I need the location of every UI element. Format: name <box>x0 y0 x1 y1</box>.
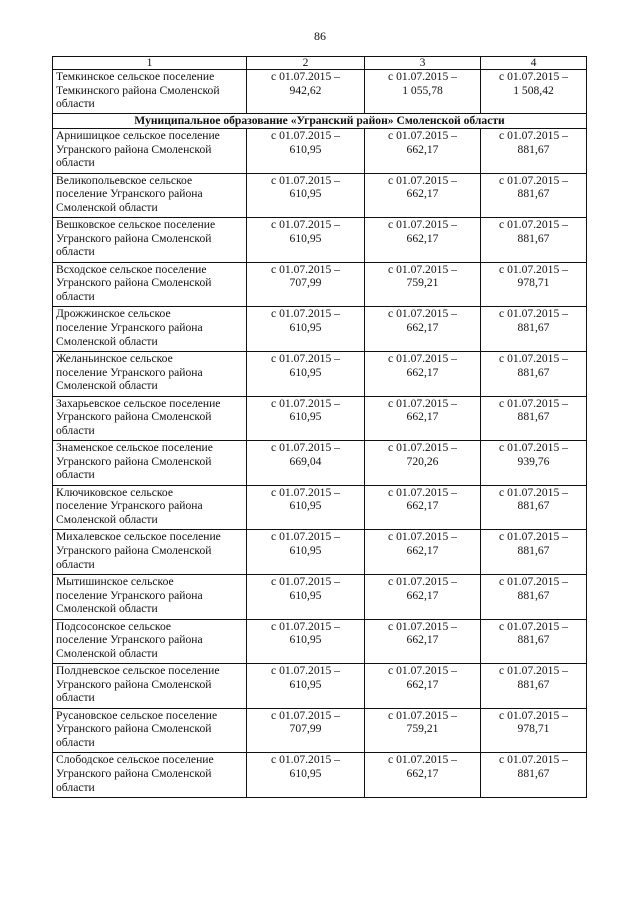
table-row <box>53 129 587 174</box>
tariff-value: 720,26 <box>406 454 439 468</box>
tariff-period: с 01.07.2015 – <box>271 619 340 633</box>
tariff-period: с 01.07.2015 – <box>388 351 457 365</box>
tariff-value: 881,67 <box>517 633 550 647</box>
tariff-value: 881,67 <box>517 365 550 379</box>
tariff-value: 662,17 <box>406 365 439 379</box>
table-row <box>53 173 587 218</box>
settlement-name-line: Угранского района Смоленской <box>56 543 212 557</box>
settlement-name-line: Угранского района Смоленской <box>56 766 212 780</box>
tariff-period: с 01.07.2015 – <box>271 307 340 321</box>
settlement-name-line: Темкинского района Смоленской <box>56 83 220 97</box>
settlement-name-line: поселение Угранского района <box>56 320 203 334</box>
tariff-cell-col3 <box>365 574 481 619</box>
tariff-value: 610,95 <box>289 187 322 201</box>
table-row <box>53 753 587 798</box>
tariff-value: 978,71 <box>517 276 550 290</box>
tariff-cell-col4 <box>481 129 587 174</box>
tariff-cell-col4 <box>481 218 587 263</box>
tariff-value: 669,04 <box>289 454 322 468</box>
tariff-value: 662,17 <box>406 633 439 647</box>
settlement-name-line: области <box>56 423 95 437</box>
tariff-cell-col2 <box>247 307 365 352</box>
settlement-name-line: Угранского района Смоленской <box>56 276 212 290</box>
tariff-cell-col2 <box>247 708 365 753</box>
tariff-cell-col2 <box>247 574 365 619</box>
settlement-name-line: Вешковское сельское поселение <box>56 218 216 232</box>
page-number: 86 <box>314 29 326 43</box>
tariff-cell-col3 <box>365 664 481 709</box>
tariff-period: с 01.07.2015 – <box>499 441 568 455</box>
settlement-name-line: Угранского района Смоленской <box>56 677 212 691</box>
settlement-name-line: Смоленской области <box>56 602 158 616</box>
tariff-cell-col2 <box>247 262 365 307</box>
tariff-value: 942,62 <box>289 83 322 97</box>
settlement-name <box>53 530 247 575</box>
tariff-value: 881,67 <box>517 588 550 602</box>
section-title: Муниципальное образование «Угранский район» Смоленской области <box>53 114 587 129</box>
tariff-value: 939,76 <box>517 454 550 468</box>
tariff-period: с 01.07.2015 – <box>388 485 457 499</box>
settlement-name <box>53 664 247 709</box>
tariff-cell-col2 <box>247 70 365 114</box>
settlement-name-line: области <box>56 735 95 749</box>
tariff-period: с 01.07.2015 – <box>499 70 568 83</box>
tariff-value: 881,67 <box>517 543 550 557</box>
tariff-value: 978,71 <box>517 722 550 736</box>
table-row <box>53 396 587 441</box>
settlement-name-line: области <box>56 557 95 571</box>
tariff-period: с 01.07.2015 – <box>271 664 340 678</box>
settlement-name-line: области <box>56 97 95 111</box>
tariff-cell-col3 <box>365 351 481 396</box>
tariff-period: с 01.07.2015 – <box>388 70 457 83</box>
settlement-name <box>53 441 247 486</box>
table-row <box>53 708 587 753</box>
tariff-period: с 01.07.2015 – <box>388 307 457 321</box>
settlement-name-line: Угранского района Смоленской <box>56 231 212 245</box>
tariff-period: с 01.07.2015 – <box>499 307 568 321</box>
settlement-name-line: поселение Угранского района <box>56 365 203 379</box>
tariff-cell-col4 <box>481 351 587 396</box>
settlement-name-line: Желаньинское сельское <box>56 351 173 365</box>
tariff-cell-col2 <box>247 441 365 486</box>
settlement-name-line: Угранского района Смоленской <box>56 142 212 156</box>
settlement-name <box>53 262 247 307</box>
tariff-cell-col3 <box>365 708 481 753</box>
tariff-period: с 01.07.2015 – <box>271 129 340 142</box>
tariff-period: с 01.07.2015 – <box>271 218 340 232</box>
table-row <box>53 70 587 114</box>
column-number-row <box>53 57 587 70</box>
settlement-name-line: Захарьевское сельское поселение <box>56 396 221 410</box>
tariff-period: с 01.07.2015 – <box>388 753 457 767</box>
tariff-period: с 01.07.2015 – <box>388 218 457 232</box>
settlement-name-line: поселение Угранского района <box>56 187 203 201</box>
tariff-value: 662,17 <box>406 410 439 424</box>
tariff-cell-col3 <box>365 262 481 307</box>
tariff-period: с 01.07.2015 – <box>271 262 340 276</box>
tariff-value: 881,67 <box>517 320 550 334</box>
tariff-value: 610,95 <box>289 766 322 780</box>
table-row <box>53 218 587 263</box>
tariff-value: 610,95 <box>289 320 322 334</box>
tariff-period: с 01.07.2015 – <box>388 441 457 455</box>
settlement-name-line: Ключиковское сельское <box>56 485 173 499</box>
column-number-1: 1 <box>53 57 247 70</box>
table-row <box>53 574 587 619</box>
table-row <box>53 351 587 396</box>
tariff-period: с 01.07.2015 – <box>271 441 340 455</box>
tariff-period: с 01.07.2015 – <box>271 485 340 499</box>
settlement-name <box>53 70 247 114</box>
tariff-value: 610,95 <box>289 499 322 513</box>
settlement-name-line: Подсосонское сельское <box>56 619 172 633</box>
tariff-value: 881,67 <box>517 499 550 513</box>
tariff-value: 610,95 <box>289 410 322 424</box>
section-header-row <box>53 114 587 129</box>
settlement-name-line: поселение Угранского района <box>56 499 203 513</box>
tariff-cell-col3 <box>365 218 481 263</box>
tariff-period: с 01.07.2015 – <box>499 218 568 232</box>
tariff-cell-col4 <box>481 708 587 753</box>
tariff-cell-col2 <box>247 664 365 709</box>
tariff-period: с 01.07.2015 – <box>271 574 340 588</box>
settlement-name-line: Слободское сельское поселение <box>56 753 214 767</box>
settlement-name-line: поселение Угранского района <box>56 633 203 647</box>
settlement-name-line: Смоленской области <box>56 512 158 526</box>
settlement-name-line: области <box>56 780 95 794</box>
tariff-value: 881,67 <box>517 187 550 201</box>
tariff-period: с 01.07.2015 – <box>499 574 568 588</box>
tariff-period: с 01.07.2015 – <box>499 485 568 499</box>
settlement-name-line: Угранского района Смоленской <box>56 410 212 424</box>
tariff-cell-col3 <box>365 619 481 664</box>
tariff-period: с 01.07.2015 – <box>271 351 340 365</box>
settlement-name <box>53 619 247 664</box>
settlement-name-line: Смоленской области <box>56 379 158 393</box>
tariff-cell-col2 <box>247 753 365 798</box>
settlement-name <box>53 708 247 753</box>
tariff-value: 707,99 <box>289 276 322 290</box>
tariff-value: 662,17 <box>406 187 439 201</box>
settlement-name-line: Темкинское сельское поселение <box>56 70 215 83</box>
table-row <box>53 262 587 307</box>
tariff-value: 662,17 <box>406 231 439 245</box>
tariff-period: с 01.07.2015 – <box>388 619 457 633</box>
tariff-cell-col3 <box>365 485 481 530</box>
settlement-name-line: Русановское сельское поселение <box>56 708 218 722</box>
tariff-period: с 01.07.2015 – <box>499 708 568 722</box>
settlement-name-line: области <box>56 156 95 170</box>
tariff-value: 662,17 <box>406 588 439 602</box>
tariff-cell-col2 <box>247 351 365 396</box>
settlement-name <box>53 753 247 798</box>
tariff-cell-col4 <box>481 441 587 486</box>
tariff-cell-col4 <box>481 70 587 114</box>
tariff-value: 1 508,42 <box>513 83 554 97</box>
table-row <box>53 664 587 709</box>
settlement-name <box>53 218 247 263</box>
tariff-period: с 01.07.2015 – <box>499 530 568 544</box>
tariff-period: с 01.07.2015 – <box>499 619 568 633</box>
tariff-value: 610,95 <box>289 633 322 647</box>
settlement-name-line: области <box>56 691 95 705</box>
tariff-period: с 01.07.2015 – <box>499 753 568 767</box>
settlement-name-line: поселение Угранского района <box>56 588 203 602</box>
column-number-3: 3 <box>365 57 481 70</box>
tariff-cell-col2 <box>247 129 365 174</box>
tariff-value: 662,17 <box>406 543 439 557</box>
tariff-period: с 01.07.2015 – <box>388 664 457 678</box>
tariff-value: 881,67 <box>517 766 550 780</box>
tariff-period: с 01.07.2015 – <box>499 664 568 678</box>
tariff-cell-col4 <box>481 396 587 441</box>
tariff-value: 610,95 <box>289 588 322 602</box>
tariff-value: 1 055,78 <box>402 83 443 97</box>
tariff-value: 662,17 <box>406 766 439 780</box>
tariff-period: с 01.07.2015 – <box>388 708 457 722</box>
tariff-period: с 01.07.2015 – <box>271 530 340 544</box>
table-row <box>53 485 587 530</box>
tariff-period: с 01.07.2015 – <box>271 753 340 767</box>
tariff-cell-col3 <box>365 70 481 114</box>
tariff-period: с 01.07.2015 – <box>271 708 340 722</box>
tariff-cell-col4 <box>481 619 587 664</box>
tariff-cell-col4 <box>481 530 587 575</box>
tariff-cell-col2 <box>247 218 365 263</box>
tariff-period: с 01.07.2015 – <box>499 351 568 365</box>
settlement-name-line: Угранского района Смоленской <box>56 722 212 736</box>
settlement-name-line: Знаменское сельское поселение <box>56 441 213 455</box>
table-row <box>53 619 587 664</box>
table-row <box>53 530 587 575</box>
settlement-name-line: Михалевское сельское поселение <box>56 530 221 544</box>
tariff-cell-col2 <box>247 619 365 664</box>
tariff-cell-col3 <box>365 530 481 575</box>
tariff-value: 759,21 <box>406 276 439 290</box>
settlement-name <box>53 574 247 619</box>
tariff-period: с 01.07.2015 – <box>388 574 457 588</box>
tariff-value: 662,17 <box>406 320 439 334</box>
settlement-name-line: Всходское сельское поселение <box>56 262 207 276</box>
settlement-name <box>53 485 247 530</box>
tariff-cell-col4 <box>481 753 587 798</box>
tariff-value: 662,17 <box>406 142 439 156</box>
tariff-value: 610,95 <box>289 142 322 156</box>
tariff-value: 610,95 <box>289 365 322 379</box>
tariff-cell-col3 <box>365 307 481 352</box>
settlement-name-line: Арнишицкое сельское поселение <box>56 129 220 142</box>
tariff-cell-col2 <box>247 530 365 575</box>
tariff-cell-col2 <box>247 173 365 218</box>
tariff-cell-col4 <box>481 262 587 307</box>
tariff-cell-col3 <box>365 129 481 174</box>
tariff-period: с 01.07.2015 – <box>271 70 340 83</box>
settlement-name <box>53 396 247 441</box>
tariff-cell-col4 <box>481 173 587 218</box>
column-number-4: 4 <box>481 57 587 70</box>
settlement-name-line: Великопольевское сельское <box>56 173 193 187</box>
tariff-period: с 01.07.2015 – <box>499 129 568 142</box>
tariff-period: с 01.07.2015 – <box>499 396 568 410</box>
settlement-name-line: области <box>56 289 95 303</box>
tariff-cell-col2 <box>247 396 365 441</box>
settlement-name-line: Смоленской области <box>56 200 158 214</box>
settlement-name-line: Угранского района Смоленской <box>56 454 212 468</box>
tariff-value: 707,99 <box>289 722 322 736</box>
tariff-period: с 01.07.2015 – <box>499 262 568 276</box>
settlement-name-line: Смоленской области <box>56 334 158 348</box>
tariff-value: 881,67 <box>517 142 550 156</box>
tariff-value: 881,67 <box>517 231 550 245</box>
tariff-period: с 01.07.2015 – <box>271 396 340 410</box>
tariff-value: 662,17 <box>406 677 439 691</box>
tariff-cell-col3 <box>365 173 481 218</box>
tariff-table-body <box>53 57 587 798</box>
table-row <box>53 441 587 486</box>
tariff-period: с 01.07.2015 – <box>499 173 568 187</box>
column-number-2: 2 <box>247 57 365 70</box>
settlement-name <box>53 351 247 396</box>
settlement-name <box>53 307 247 352</box>
tariff-value: 610,95 <box>289 543 322 557</box>
tariff-period: с 01.07.2015 – <box>388 173 457 187</box>
tariff-period: с 01.07.2015 – <box>271 173 340 187</box>
settlement-name-line: Смоленской области <box>56 646 158 660</box>
tariff-cell-col4 <box>481 574 587 619</box>
tariff-cell-col3 <box>365 441 481 486</box>
settlement-name-line: Мытишинское сельское <box>56 574 174 588</box>
tariff-cell-col3 <box>365 396 481 441</box>
tariff-period: с 01.07.2015 – <box>388 530 457 544</box>
tariff-cell-col2 <box>247 485 365 530</box>
tariff-value: 881,67 <box>517 677 550 691</box>
settlement-name-line: Полдневское сельское поселение <box>56 664 220 678</box>
tariff-cell-col4 <box>481 307 587 352</box>
tariff-period: с 01.07.2015 – <box>388 129 457 142</box>
table-row <box>53 307 587 352</box>
tariff-period: с 01.07.2015 – <box>388 396 457 410</box>
settlement-name-line: Дрожжинское сельское <box>56 307 171 321</box>
tariff-period: с 01.07.2015 – <box>388 262 457 276</box>
settlement-name-line: области <box>56 245 95 259</box>
tariff-value: 759,21 <box>406 722 439 736</box>
tariff-value: 881,67 <box>517 410 550 424</box>
tariff-value: 610,95 <box>289 677 322 691</box>
tariff-value: 610,95 <box>289 231 322 245</box>
tariff-value: 662,17 <box>406 499 439 513</box>
tariff-cell-col4 <box>481 664 587 709</box>
settlement-name <box>53 173 247 218</box>
settlement-name-line: области <box>56 468 95 482</box>
settlement-name <box>53 129 247 174</box>
tariff-cell-col4 <box>481 485 587 530</box>
tariff-cell-col3 <box>365 753 481 798</box>
tariff-table <box>52 56 587 798</box>
